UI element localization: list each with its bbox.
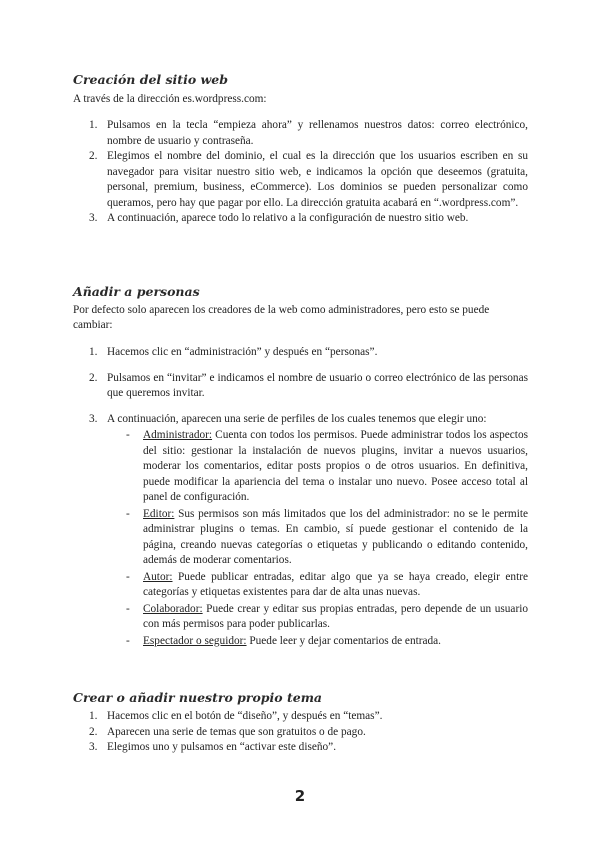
list-item: 2. Elegimos el nombre del dominio, el cual es la dirección que los usuarios escriben en su navegador para visitar nuestro sitio web, e indicamos la opción que deseemos (gratuita, personal, premium, business, eCommerce). Los dominios se pueden personalizar como queramos, pero hay que pagar por ello. La dirección gratuita acabará en “.wordpress.com”. (89, 150, 528, 209)
section-intro: A través de la dirección es.wordpress.com: (73, 93, 267, 105)
section-heading-tema: Crear o añadir nuestro propio tema (73, 690, 323, 705)
steps-list-personas (73, 345, 528, 650)
role-item-autor: - Autor: Puede publicar entradas, editar algo que ya se haya creado, elegir entre categorías y etiquetas existentes para dar de alta unas nuevas. (126, 570, 528, 598)
roles-list (107, 428, 528, 649)
section-heading-personas: Añadir a personas (73, 284, 200, 299)
steps-list-creacion (73, 118, 528, 227)
list-item: 2. Pulsamos en “invitar” e indicamos el nombre de usuario o correo electrónico de las personas que queremos invitar. (89, 371, 528, 399)
page-number: 2 (294, 787, 306, 805)
list-item: 1. Pulsamos en la tecla “empieza ahora” y rellenamos nuestros datos: correo electrónico, nombre de usuario y contraseña. (89, 119, 528, 147)
role-item-editor: - Editor: Sus permisos son más limitados que los del administrador: no se le permite administrar plugins o temas. En cambio, sí puede gestionar el contenido de la página, creando nuevas categorías o etiquetas y publicando o editando contenido, además de moderar comentarios. (126, 507, 528, 566)
list-item: 1. Hacemos clic en “administración” y después en “personas”. (89, 346, 378, 358)
role-item-colaborador: - Colaborador: Puede crear y editar sus propias entradas, pero depende de un usuario con más permisos para poder publicarlas. (126, 602, 528, 630)
list-item: 1. Hacemos clic en el botón de “diseño”, y después en “temas”. (89, 710, 383, 722)
list-item: 3. A continuación, aparece todo lo relativo a la configuración de nuestro sitio web. (89, 212, 469, 224)
list-item: 3. A continuación, aparecen una serie de perfiles de los cuales tenemos que elegir uno: - Administrador: Cuenta con todos los permisos. Puede administrar todos los aspectos del sitio: gestionar la instalación de nuevos plugins, invitar a nuevos usuarios, moderar los comentarios, editar posts propios o de otros usuarios. En definitiva, puede modificar la apariencia del tema o instalar uno nuevo. Posee acceso total al panel de configuración. - Editor: Sus permisos son más limitados que los del administrador: no se le permite administrar plugins o temas. En cambio, sí puede gestionar el contenido de la página, creando nuevas categorías o etiquetas y publicando o editando contenido, además de moderar comentarios. - Autor: Puede publicar entradas, editar algo que ya se haya creado, elegir entre categorías y etiquetas existentes para dar de alta unas nuevas. - Colaborador: Puede crear y editar sus propias entradas, pero depende de un usuario con más permisos para poder publicarlas. - Espectador o seguidor: Puede leer y dejar comentarios de entrada. (73, 412, 528, 650)
role-item-espectador: - Espectador o seguidor: Puede leer y dejar comentarios de entrada. (126, 634, 441, 647)
section-heading-creacion: Creación del sitio web (73, 72, 228, 87)
steps-list-tema (73, 709, 528, 756)
list-item: 2. Aparecen una serie de temas que son gratuitos o de pago. (89, 725, 366, 738)
list-item: 3. Elegimos uno y pulsamos en “activar este diseño”. (89, 741, 337, 753)
section-intro: Por defecto solo aparecen los creadores de la web como administradores, pero esto se puede cambiar: (73, 304, 490, 331)
role-item-administrador: - Administrador: Cuenta con todos los permisos. Puede administrar todos los aspectos del sitio: gestionar la instalación de nuevos plugins, invitar a nuevos usuarios, moderar los comentarios, editar posts propios o de otros usuarios. En definitiva, puede modificar la apariencia del tema o instalar uno nuevo. Posee acceso total al panel de configuración. (126, 429, 528, 503)
